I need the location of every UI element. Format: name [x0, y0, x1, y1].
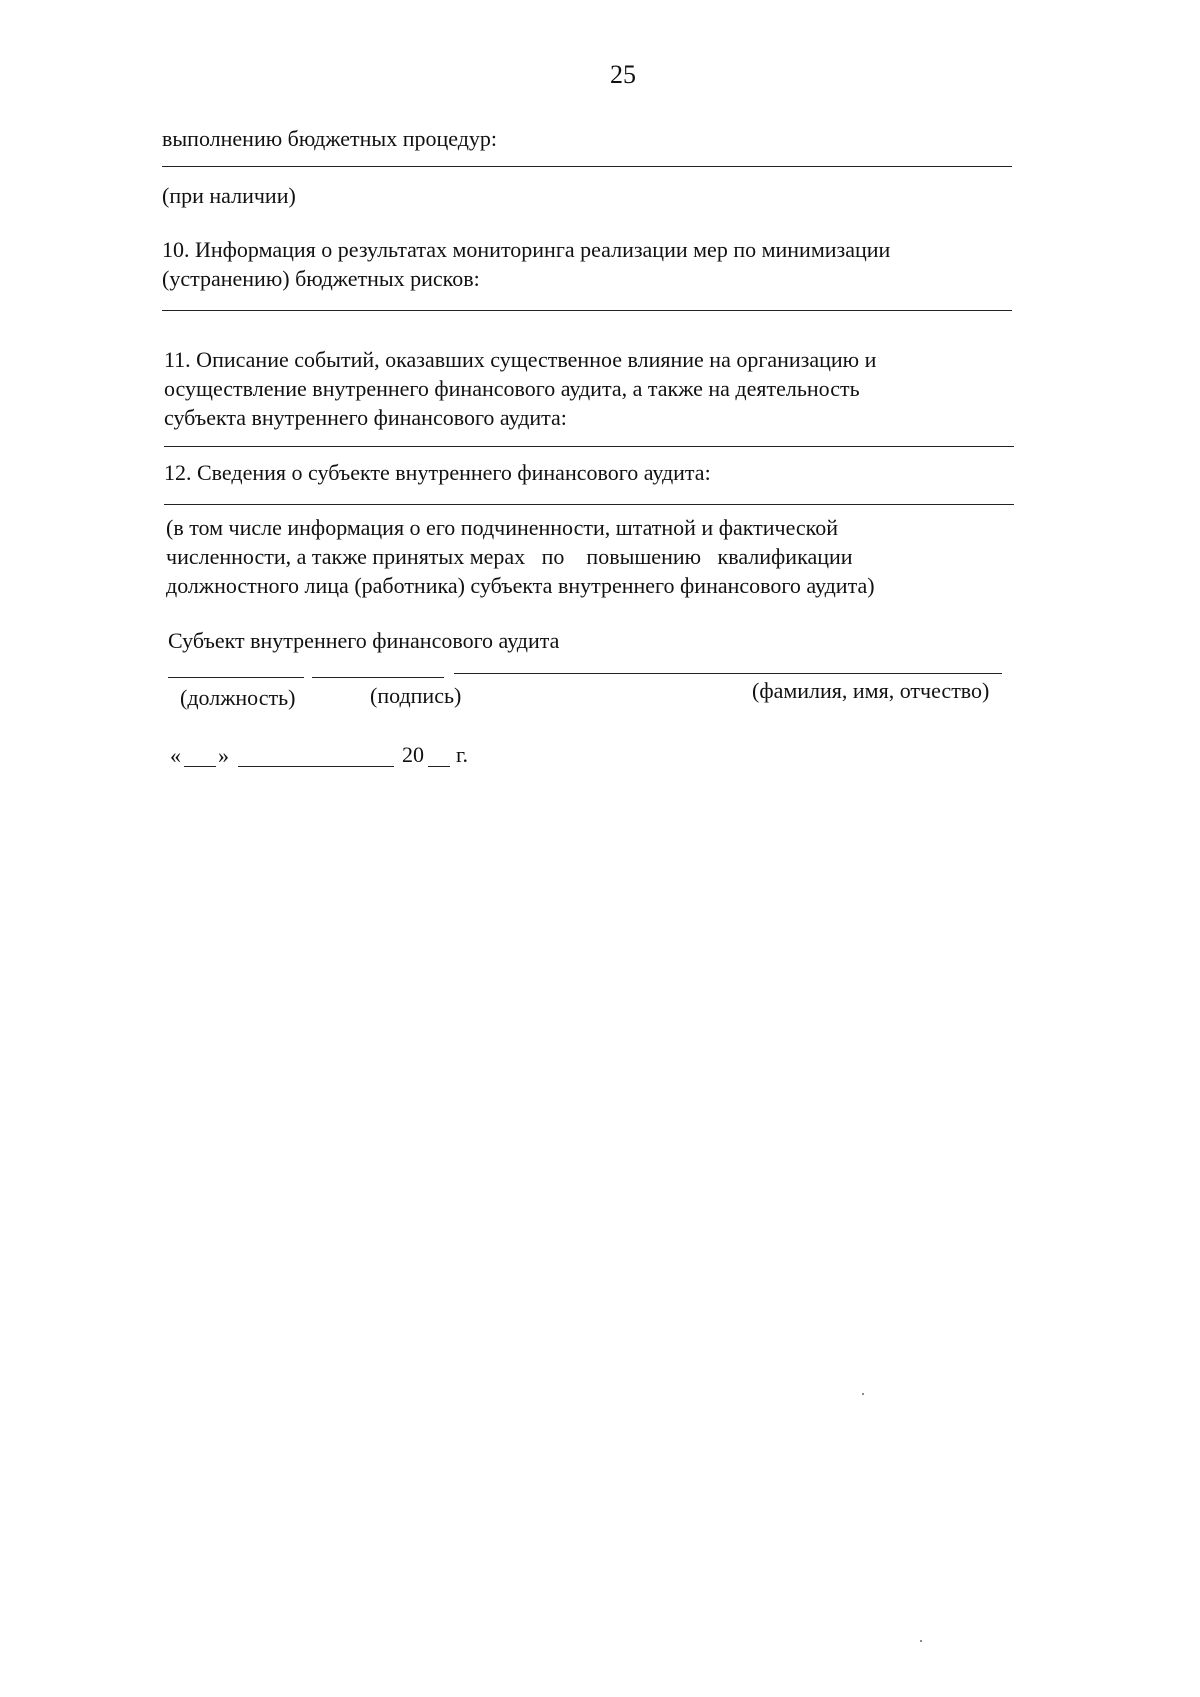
year-prefix: 20: [402, 742, 424, 767]
section-12-note-2: численности, а также принятых мерах по повышению квалификации: [166, 544, 853, 569]
scan-speck: [920, 1640, 922, 1642]
section-10-line-1: 10. Информация о результатах мониторинга реализации мер по минимизации: [162, 237, 891, 262]
year-blank: [428, 766, 450, 767]
year-suffix: г.: [456, 742, 469, 767]
day-blank: [184, 766, 216, 767]
month-blank: [238, 766, 394, 767]
section-11-line-3: субъекта внутреннего финансового аудита:: [164, 405, 567, 430]
signature-label: (подпись): [370, 683, 462, 708]
blank-line-section-12: [164, 504, 1014, 505]
scan-speck: [862, 1393, 864, 1395]
intro-line: выполнению бюджетных процедур:: [162, 126, 498, 151]
full-name-blank: [454, 673, 1002, 674]
blank-line-procedures: [162, 166, 1012, 167]
if-present-note: (при наличии): [162, 183, 296, 208]
date-open-quote: «: [170, 743, 181, 768]
signature-subject: Субъект внутреннего финансового аудита: [168, 628, 560, 653]
signature-blank: [312, 677, 444, 678]
page-number: 25: [610, 60, 636, 89]
blank-line-section-11: [164, 446, 1014, 447]
section-11-line-2: осуществление внутреннего финансового аудита, а также на деятельность: [164, 376, 860, 401]
section-12-note-3: должностного лица (работника) субъекта внутреннего финансового аудита): [166, 573, 875, 598]
full-name-label: (фамилия, имя, отчество): [752, 678, 990, 703]
section-12-note-1: (в том числе информация о его подчиненности, штатной и фактической: [166, 515, 838, 540]
section-12-line-1: 12. Сведения о субъекте внутреннего финансового аудита:: [164, 460, 711, 485]
section-11-line-1: 11. Описание событий, оказавших существенное влияние на организацию и: [164, 347, 877, 372]
section-10-line-2: (устранению) бюджетных рисков:: [162, 266, 480, 291]
position-blank: [168, 677, 304, 678]
date-close-quote: »: [218, 743, 229, 768]
position-label: (должность): [180, 685, 296, 710]
blank-line-section-10: [162, 310, 1012, 311]
